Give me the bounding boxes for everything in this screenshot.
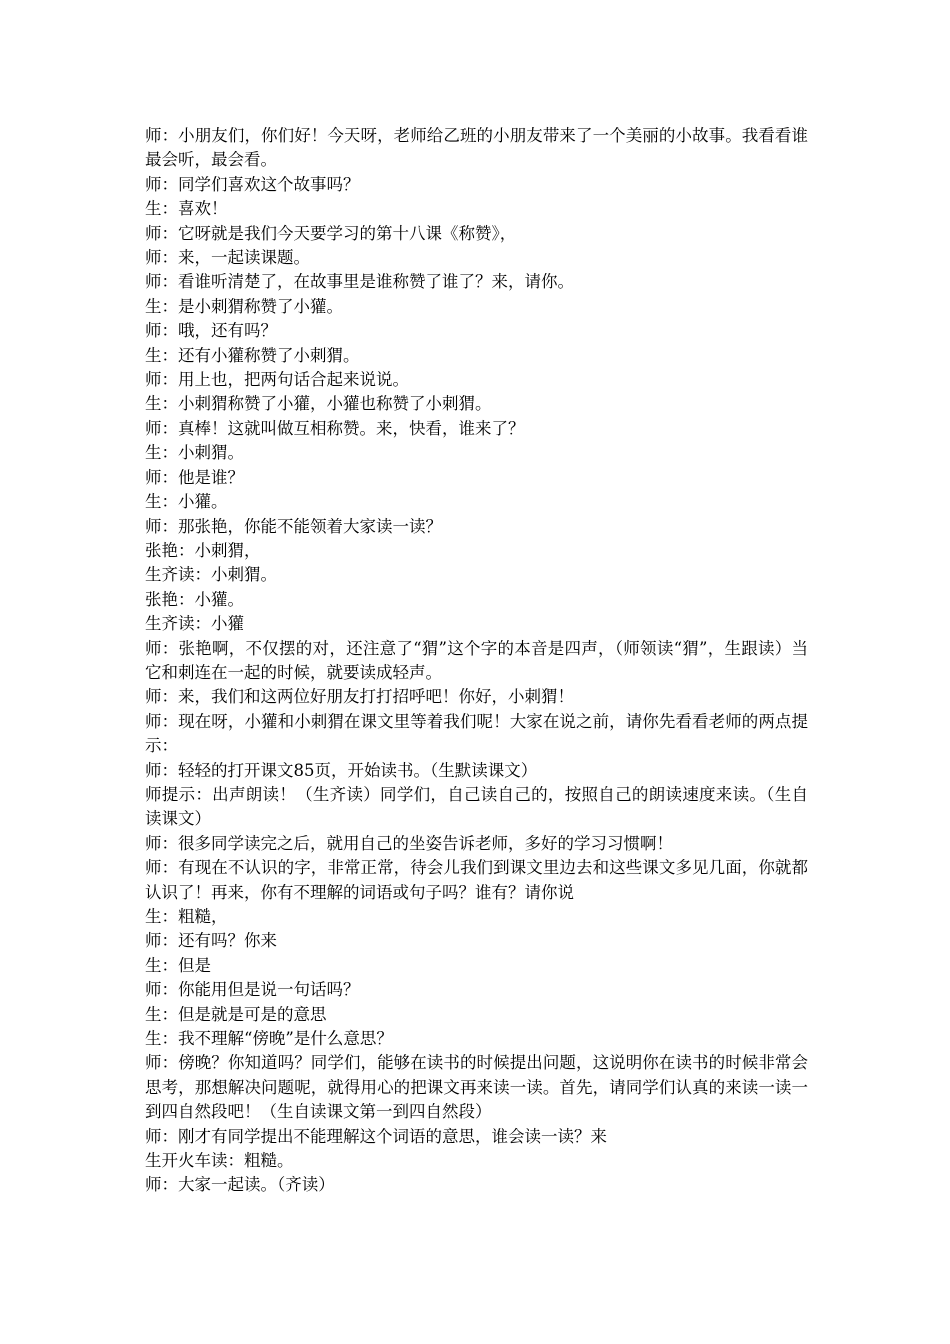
paragraph: 师：小朋友们，你们好！今天呀，老师给乙班的小朋友带来了一个美丽的小故事。我看看谁最会听，最会看。 [145,126,808,170]
paragraph: 师：那张艳，你能不能领着大家读一读？ [145,516,442,536]
paragraph: 师：看谁听清楚了，在故事里是谁称赞了谁了？来，请你。 [145,272,574,292]
paragraph: 师：现在呀，小獾和小刺猬在课文里等着我们呢！大家在说之前，请你先看看老师的两点提示： [145,711,808,756]
paragraph: 生：是小刺猬称赞了小獾。 [145,296,343,316]
paragraph: 师：刚才有同学提出不能理解这个词语的意思，谁会读一读？来 [145,1126,607,1146]
paragraph: 生：小刺猬称赞了小獾，小獾也称赞了小刺猬。 [145,394,492,414]
paragraph: 生齐读：小刺猬。 [145,565,277,585]
paragraph: 师提示：出声朗读！（生齐读）同学们，自己读自己的，按照自己的朗读速度来读。（生自读课文） [145,784,808,829]
paragraph: 师：大家一起读。（齐读） [145,1175,335,1195]
paragraph: 张艳：小刺猬， [145,540,261,560]
paragraph: 张艳：小獾。 [145,589,244,609]
paragraph: 师：很多同学读完之后，就用自己的坐姿告诉老师，多好的学习习惯啊！ [145,833,673,853]
paragraph: 师：来，我们和这两位好朋友打打招呼吧！你好，小刺猬！ [145,687,574,707]
paragraph: 生：小獾。 [145,492,228,512]
paragraph: 生开火车读：粗糙。 [145,1151,294,1171]
paragraph: 师：还有吗？你来 [145,931,277,951]
paragraph: 师：傍晚？你知道吗？同学们，能够在读书的时候提出问题，这说明你在读书的时候非常会思考，那想解决问题呢，就得用心的把课文再来读一读。首先，请同学们认真的来读一读一到四自然段吧！（生自读课文第一到四自然段） [145,1053,808,1122]
paragraph: 生：小刺猬。 [145,443,244,463]
paragraph: 师：张艳啊，不仅摆的对，还注意了“猬”这个字的本音是四声，（师领读“猬”，生跟读）当它和刺连在一起的时候，就要读成轻声。 [145,638,808,682]
paragraph: 师：有现在不认识的字，非常正常，待会儿我们到课文里边去和这些课文多见几面，你就都认识了！再来，你有不理解的词语或句子吗？谁有？请你说 [145,858,808,902]
paragraph: 生：粗糙， [145,907,228,926]
paragraph: 生：我不理解“傍晚”是什么意思？ [145,1029,393,1049]
paragraph: 师：他是谁？ [145,467,244,487]
paragraph: 生：但是 [145,955,211,975]
paragraph: 生：但是就是可是的意思 [145,1004,327,1024]
paragraph: 师：它呀就是我们今天要学习的第十八课《称赞》， [145,223,517,243]
paragraph: 生齐读：小獾 [145,614,244,634]
paragraph: 师：你能用但是说一句话吗？ [145,980,360,1000]
paragraph: 师：同学们喜欢这个故事吗？ [145,174,360,194]
paragraph: 生：喜欢！ [145,199,228,219]
document-page [145,124,808,1198]
paragraph: 师：真棒！这就叫做互相称赞。来，快看，谁来了？ [145,418,525,438]
paragraph: 生：还有小獾称赞了小刺猬。 [145,345,360,365]
paragraph: 师：轻轻的打开课文85页，开始读书。（生默读课文） [145,760,538,780]
paragraph: 师：来，一起读课题。 [145,248,310,268]
paragraph: 师：哦，还有吗？ [145,321,277,341]
paragraph: 师：用上也，把两句话合起来说说。 [145,370,409,390]
